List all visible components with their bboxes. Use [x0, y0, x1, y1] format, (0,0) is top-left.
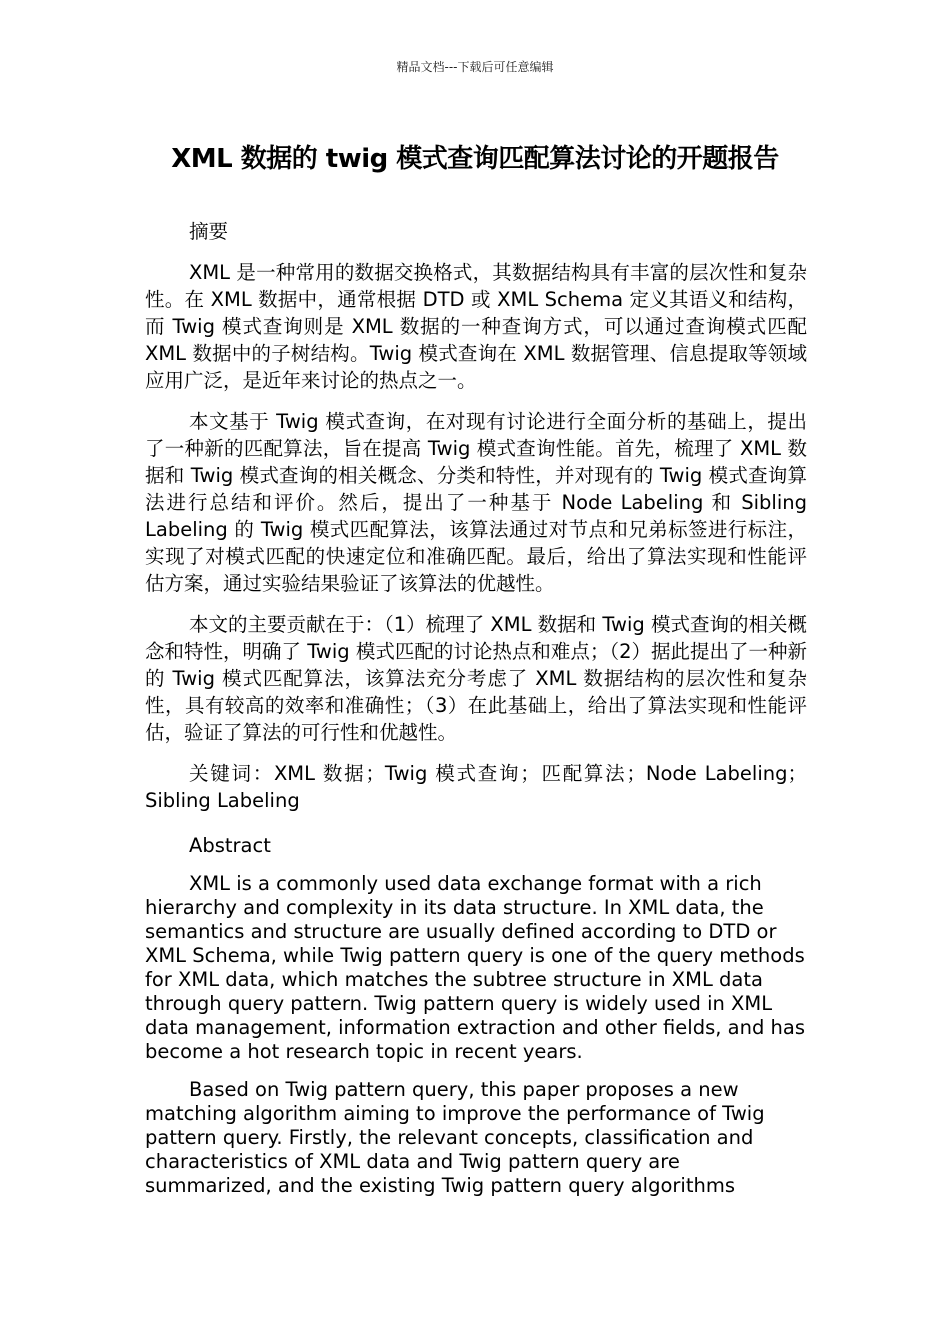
abstract-paragraph-zh-1: XML 是一种常用的数据交换格式，其数据结构具有丰富的层次性和复杂性。在 XML 数据中，通常根据 DTD 或 XML Schema 定义其语义和结构，而 Twig 模式查询则是 XML 数据的一种查询方式，可以通过查询模式匹配 XML 数据中的子树结构。Twig 模式查询在 XML 数据管理、信息提取等领域应用广泛，是近年来讨论的热点之一。	[145, 261, 807, 392]
english-abstract-section	[145, 834, 807, 1212]
header-note: 精品文档---下载后可任意编辑	[396, 60, 554, 74]
abstract-paragraph-en-1: XML is a commonly used data exchange format with a rich hierarchy and complexity in its data structure. In XML data, the semantics and structure are usually defined according to DTD or XML Schema, while Twig pattern query is one of the query methods for XML data, which matches the subtree structure in XML data through query pattern. Twig pattern query is widely used in XML data management, information extraction and other fields, and has become a hot research topic in recent years.	[145, 872, 805, 1063]
abstract-paragraph-zh-2: 本文基于 Twig 模式查询，在对现有讨论进行全面分析的基础上，提出了一种新的匹配算法，旨在提高 Twig 模式查询性能。首先，梳理了 XML 数据和 Twig 模式查询的相关概念、分类和特性，并对现有的 Twig 模式查询算法进行总结和评价。然后，提出了一种基于 Node Labeling 和 Sibling Labeling 的 Twig 模式匹配算法，该算法通过对节点和兄弟标签进行标注，实现了对模式匹配的快速定位和准确匹配。最后，给出了算法实现和性能评估方案，通过实验结果验证了该算法的优越性。	[145, 410, 807, 595]
abstract-heading-en: Abstract	[189, 834, 271, 857]
abstract-paragraph-zh-3: 本文的主要贡献在于：（1）梳理了 XML 数据和 Twig 模式查询的相关概念和特性，明确了 Twig 模式匹配的讨论热点和难点；（2）据此提出了一种新的 Twig 模式匹配算法，该算法充分考虑了 XML 数据结构的层次性和复杂性，具有较高的效率和准确性；（3）在此基础上，给出了算法实现和性能评估，验证了算法的可行性和优越性。	[145, 613, 807, 744]
document-title: XML 数据的 twig 模式查询匹配算法讨论的开题报告	[171, 144, 779, 174]
chinese-abstract-section	[145, 218, 807, 828]
abstract-heading-zh: 摘要	[189, 220, 229, 243]
abstract-paragraph-en-2: Based on Twig pattern query, this paper proposes a new matching algorithm aiming to improve the performance of Twig pattern query. Firstly, the relevant concepts, classification and characteristics of XML data and Twig pattern query are summarized, and the existing Twig pattern query algorithms	[145, 1078, 765, 1197]
keywords-zh: 关键词：XML 数据；Twig 模式查询；匹配算法；Node Labeling；Sibling Labeling	[145, 762, 807, 812]
